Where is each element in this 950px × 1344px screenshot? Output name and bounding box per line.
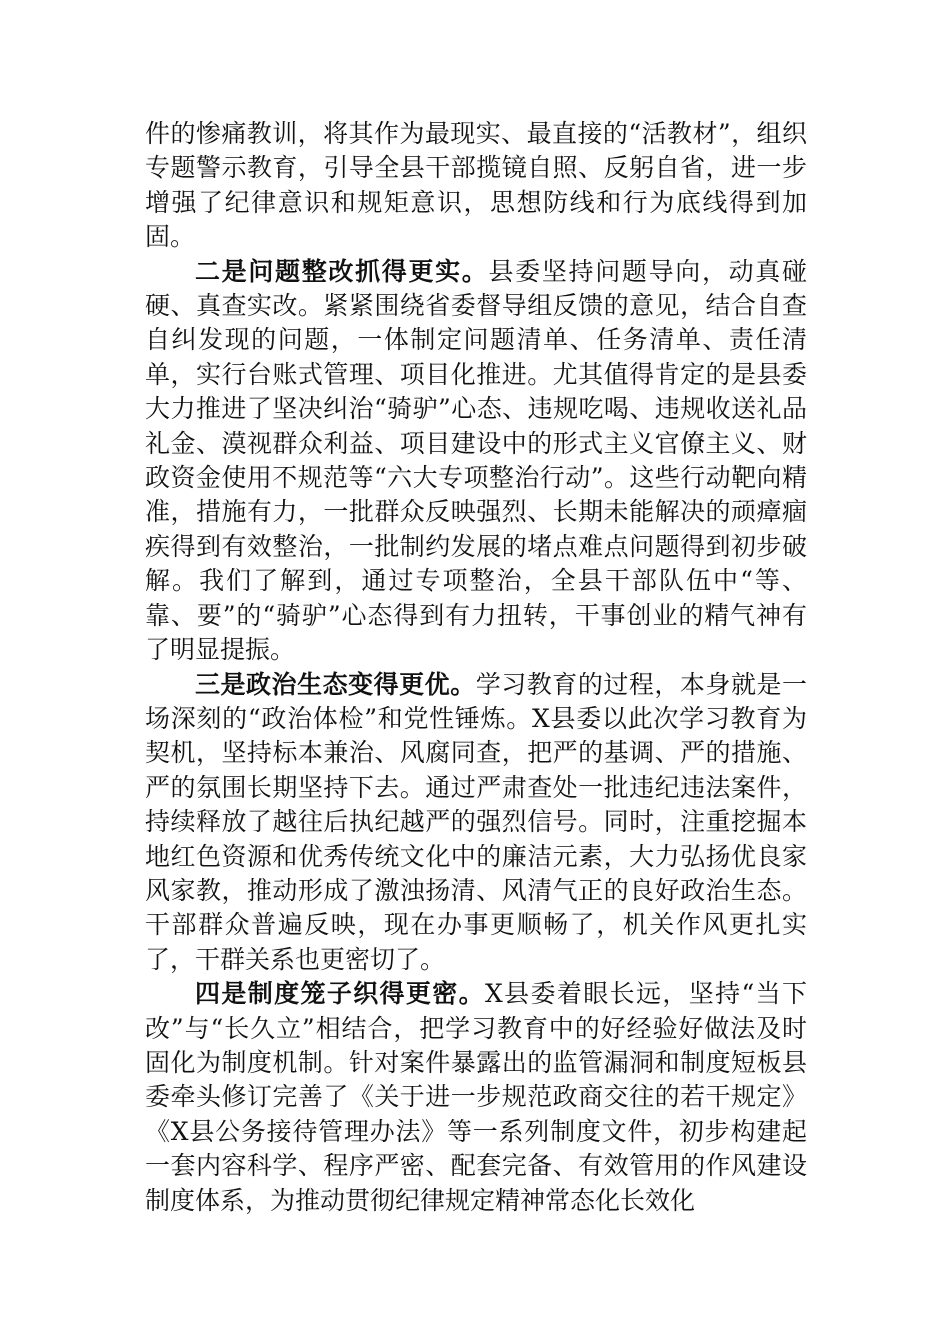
paragraph-lead-heading: 三是政治生态变得更优。: [195, 669, 476, 699]
paragraph-continuation: [145, 117, 807, 255]
paragraph-political-ecology: [145, 668, 807, 978]
paragraph-institutional-system: [145, 977, 807, 1218]
paragraph-text: X县委着眼长远，坚持“当下改”与“长久立”相结合，把学习教育中的好经验好做法及时固化为制度机制。针对案件暴露出的监管漏洞和制度短板县委牵头修订完善了《关于进一步规范政商交往的若干规定》《X县公务接待管理办法》等一系列制度文件，初步构建起一套内容科学、程序严密、配套完备、有效管用的作风建设制度体系，为推动贯彻纪律规定精神常态化长效化: [145, 979, 807, 1215]
paragraph-lead-heading: 二是问题整改抓得更实。: [195, 256, 489, 286]
paragraph-text: 件的惨痛教训，将其作为最现实、最直接的“活教材”，组织专题警示教育，引导全县干部揽镜自照、反躬自省，进一步增强了纪律意识和规矩意识，思想防线和行为底线得到加固。: [145, 119, 807, 252]
paragraph-text: 学习教育的过程，本身就是一场深刻的“政治体检”和党性锤炼。X县委以此次学习教育为契机，坚持标本兼治、风腐同查，把严的基调、严的措施、严的氛围长期坚持下去。通过严肃查处一批违纪违法案件，持续释放了越往后执纪越严的强烈信号。同时，注重挖掘本地红色资源和优秀传统文化中的廉洁元素，大力弘扬优良家风家教，推动形成了激浊扬清、风清气正的良好政治生态。干部群众普遍反映，现在办事更顺畅了，机关作风更扎实了，干群关系也更密切了。: [145, 669, 807, 974]
paragraph-lead-heading: 四是制度笼子织得更密。: [195, 979, 486, 1009]
paragraph-rectification: [145, 255, 807, 668]
document-body: [145, 117, 807, 1218]
paragraph-text: 县委坚持问题导向，动真碰硬、真查实改。紧紧围绕省委督导组反馈的意见，结合自查自纠发现的问题，一体制定问题清单、任务清单、责任清单，实行台账式管理、项目化推进。尤其值得肯定的是县委大力推进了坚决纠治“骑驴”心态、违规吃喝、违规收送礼品礼金、漠视群众利益、项目建设中的形式主义官僚主义、财政资金使用不规范等“六大专项整治行动”。这些行动靶向精准，措施有力，一批群众反映强烈、长期未能解决的顽瘴痼疾得到有效整治，一批制约发展的堵点难点问题得到初步破解。我们了解到，通过专项整治，全县干部队伍中“等、靠、要”的“骑驴”心态得到有力扭转，干事创业的精气神有了明显提振。: [145, 256, 807, 665]
